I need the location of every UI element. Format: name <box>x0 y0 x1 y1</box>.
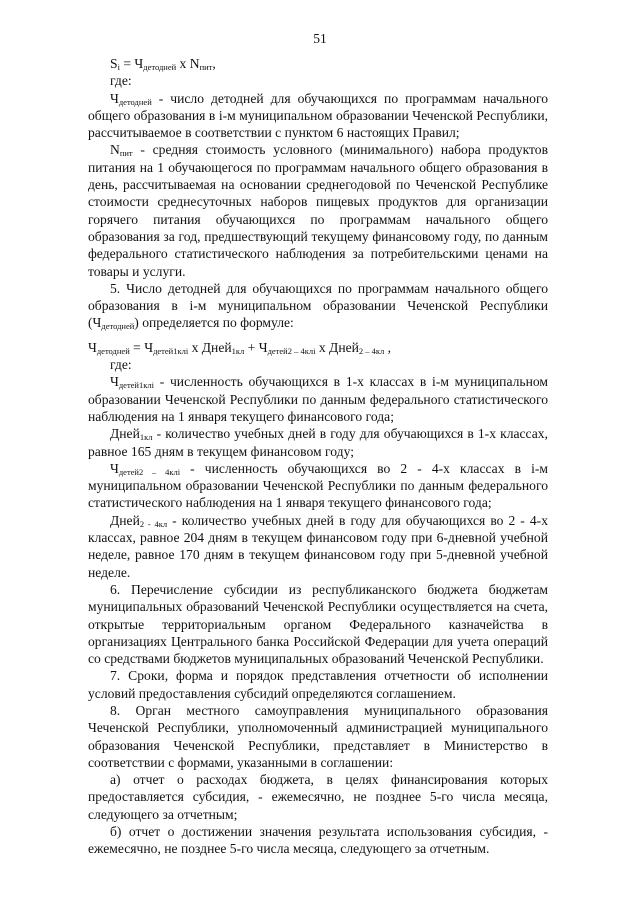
paragraph: Дней$_{2 - 4кл}$ - количество учебных дней в году для обучающихся во 2 - 4-х классах, равное 204 дням в текущем финансовом году при 6-дневной учебной неделе, равное 170 дням в текущем финансовом году при 5-дневной учебной неделе. <box>88 512 548 580</box>
page-number: 51 <box>313 31 327 46</box>
paragraph: 6. Перечисление субсидии из республиканского бюджета бюджетам муниципальных образований Чеченской Республики осуществляется на счета, открытые территориальным органом Федерального казначейства в организациях Центрального банка Российской Федерации для учета операций со средствами бюджетов муниципальных образований Чеченской Республики. <box>88 581 548 667</box>
formula: $S_i = Ч_{детодней}$ х $N_{пит}$, <box>110 56 216 72</box>
paragraph: где: <box>110 73 132 89</box>
paragraph: Дней$_{1кл}$ - количество учебных дней в году для обучающихся в 1-х классах, равное 165 дням в текущем финансовом году; <box>88 426 548 459</box>
paragraph: $Ч_{детодней}$ - число детодней для обучающихся по программам начального общего образования в i-м муниципальном образовании Чеченской Республики, рассчитываемое в соответствии с пунктом 6 настоящих Правил; <box>88 90 548 141</box>
paragraph: а) отчет о расходах бюджета, в целях финансирования которых предоставляется субсидия, - ежемесячно, не позднее 5-го числа месяца, следующего за отчетным; <box>88 772 548 822</box>
document-body <box>88 48 548 858</box>
formula: $Ч_{детодней} = Ч_{детей1клi}$ х Дней$_{1кл}$ + $Ч_{детей2 - 4клi}$ х Дней$_{2 - 4кл}$ , <box>88 339 392 356</box>
paragraph: где: <box>110 357 132 373</box>
paragraph: $Ч_{детей2 - 4клi}$ - численность обучающихся во 2 - 4-х классах в i-м муниципальном образовании Чеченской Республики по данным федерального статистического наблюдения на 1 января текущего финансового года; <box>88 460 548 511</box>
paragraph: $Ч_{детей1клi}$ - численность обучающихся в 1-х классах в i-м муниципальном образовании Чеченской Республики по данным федерального статистического наблюдения на 1 января текущего финансового года; <box>88 374 548 424</box>
paragraph: 7. Сроки, форма и порядок представления отчетности об исполнении условий предоставления субсидий определяются соглашением. <box>88 668 548 701</box>
paragraph: б) отчет о достижении значения результата использования субсидия, - ежемесячно, не позднее 5-го числа месяца, следующего за отчетным. <box>88 824 548 857</box>
paragraph: 8. Орган местного самоуправления муниципального образования Чеченской Республики, уполномоченный администрацией муниципального образования Чеченской Республики, представляет в Министерство в соответствии с формами, указанными в соглашении: <box>88 702 548 770</box>
paragraph: 5. Число детодней для обучающихся по программам начального общего образования в i-м муниципальном образовании Чеченской Республики $(Ч_{детодней})$ определяется по формуле: <box>88 280 548 332</box>
paragraph: $N_{пит}$ - средняя стоимость условного (минимального) набора продуктов питания на 1 обучающегося по программам начального общего образования в день, рассчитываемая на основании среднегодовой по Чеченской Республике стоимости среднесуточных наборов пищевых продуктов для организации горячего питания обучающихся по программам начального общего образования за год, предшествующий текущему финансовому году, по данным федерального статистического наблюдения за потребительскими ценами на товары и услуги. <box>88 142 548 279</box>
